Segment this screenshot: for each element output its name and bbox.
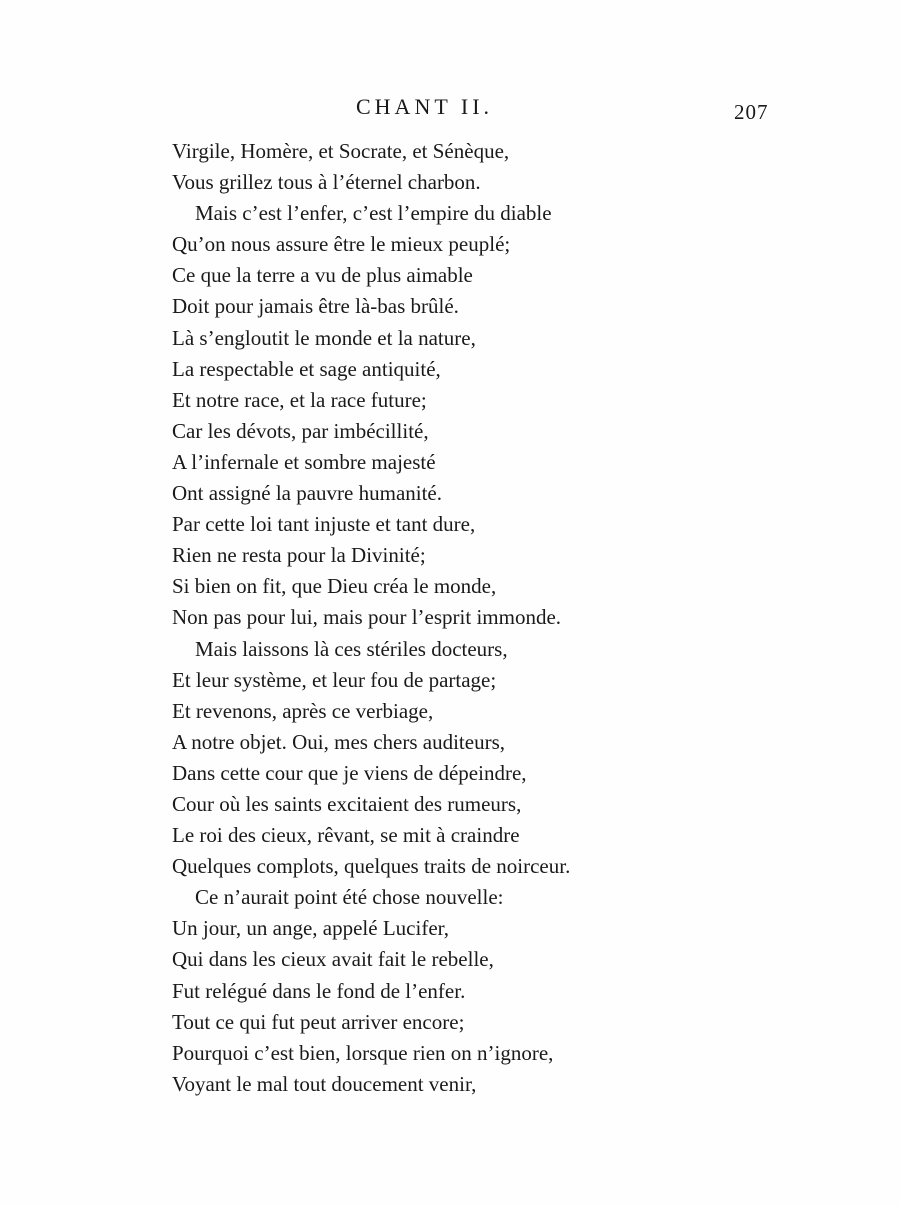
verse-line: Et leur système, et leur fou de partage; xyxy=(172,667,497,692)
verse-line: Voyant le mal tout doucement venir, xyxy=(172,1071,477,1096)
verse-line: Ce n’aurait point été chose nouvelle: xyxy=(195,885,504,910)
running-head xyxy=(0,94,900,124)
verse-line: Pourquoi c’est bien, lorsque rien on n’ignore, xyxy=(172,1040,554,1065)
verse-line: Dans cette cour que je viens de dépeindre, xyxy=(172,760,527,785)
verse-line: Mais laissons là ces stériles docteurs, xyxy=(195,636,508,661)
verse-line: Quelques complots, quelques traits de noirceur. xyxy=(172,854,571,879)
verse-line: Tout ce qui fut peut arriver encore; xyxy=(172,1009,465,1034)
verse-line: Par cette loi tant injuste et tant dure, xyxy=(172,512,476,537)
verse-line: Car les dévots, par imbécillité, xyxy=(172,418,429,443)
verse-line: Virgile, Homère, et Socrate, et Sénèque, xyxy=(172,139,510,163)
verse-line: A l’infernale et sombre majesté xyxy=(172,449,436,474)
verse-line: Le roi des cieux, rêvant, se mit à craindre xyxy=(172,823,520,848)
verse-line: Doit pour jamais être là-bas brûlé. xyxy=(172,294,459,319)
verse-line: Rien ne resta pour la Divinité; xyxy=(172,543,426,568)
verse-line: Et revenons, après ce verbiage, xyxy=(172,698,434,723)
verse-line: Ont assigné la pauvre humanité. xyxy=(172,481,443,506)
poem-verse xyxy=(172,136,792,1100)
verse-line: Là s’engloutit le monde et la nature, xyxy=(172,325,476,350)
verse-line: Qu’on nous assure être le mieux peuplé; xyxy=(172,232,511,257)
verse-line: Si bien on fit, que Dieu créa le monde, xyxy=(172,574,497,599)
verse-line: Qui dans les cieux avait fait le rebelle, xyxy=(172,947,494,972)
verse-line: Mais c’est l’enfer, c’est l’empire du diable xyxy=(195,201,552,226)
verse-line: Un jour, un ange, appelé Lucifer, xyxy=(172,916,450,941)
verse-line: Vous grillez tous à l’éternel charbon. xyxy=(172,170,481,195)
verse-line: La respectable et sage antiquité, xyxy=(172,356,441,381)
page-number: 207 xyxy=(734,100,769,124)
verse-line: Non pas pour lui, mais pour l’esprit immonde. xyxy=(172,605,562,630)
verse-line: Et notre race, et la race future; xyxy=(172,387,427,412)
verse-line: A notre objet. Oui, mes chers auditeurs, xyxy=(172,729,506,754)
verse-line: Cour où les saints excitaient des rumeurs, xyxy=(172,791,522,816)
verse-line: Ce que la terre a vu de plus aimable xyxy=(172,263,473,288)
chapter-title: CHANT II. xyxy=(356,94,494,119)
verse-line: Fut relégué dans le fond de l’enfer. xyxy=(172,978,466,1003)
